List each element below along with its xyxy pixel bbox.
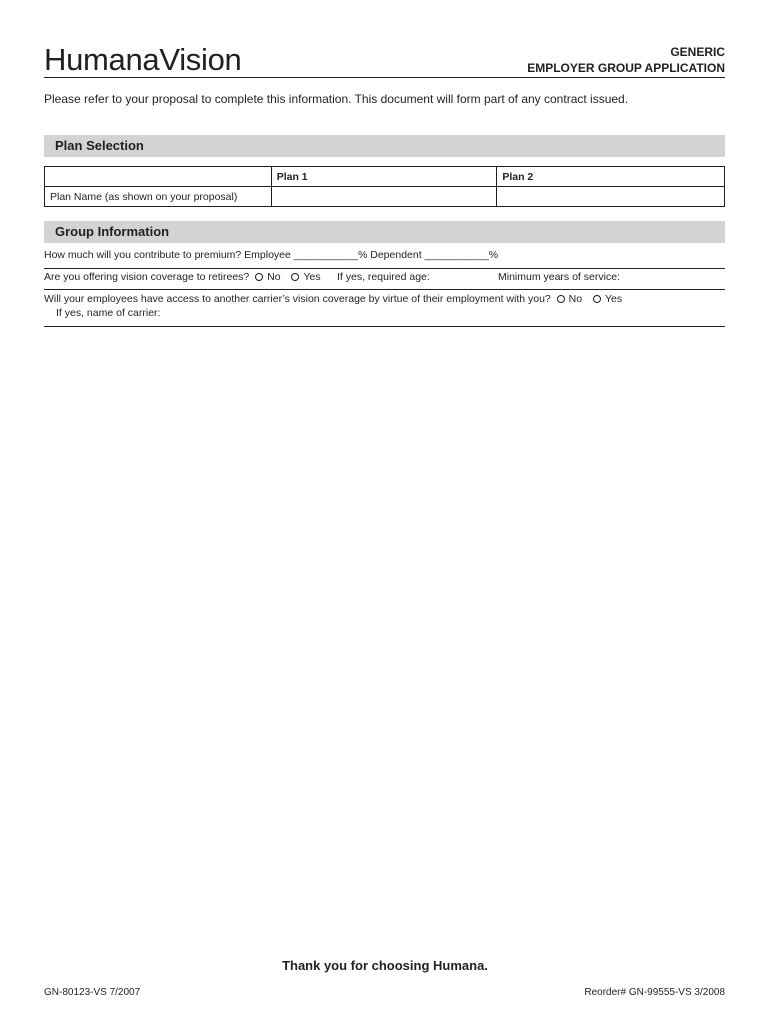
radio-circle-icon[interactable] <box>593 295 601 303</box>
retirees-yes-label: Yes <box>303 271 321 283</box>
other-carrier-no-option[interactable] <box>554 293 582 305</box>
radio-circle-icon[interactable] <box>557 295 565 303</box>
doc-type-line-2: EMPLOYER GROUP APPLICATION <box>527 61 725 75</box>
carrier-name-label[interactable]: If yes, name of carrier: <box>56 307 161 319</box>
retirees-row <box>44 271 725 290</box>
other-carrier-question: Will your employees have access to another carrier’s vision coverage by virtue of their employment with you? <box>44 293 551 305</box>
other-carrier-yes-option[interactable] <box>593 293 622 305</box>
retirees-no-option[interactable] <box>252 271 280 283</box>
required-age-label[interactable]: If yes, required age: <box>337 271 430 283</box>
radio-circle-icon[interactable] <box>255 273 263 281</box>
plan-header-blank <box>45 167 272 187</box>
radio-circle-icon[interactable] <box>291 273 299 281</box>
other-carrier-row <box>44 293 725 327</box>
thank-you-message: Thank you for choosing Humana. <box>282 958 488 973</box>
contribution-row <box>44 249 725 269</box>
retirees-question: Are you offering vision coverage to retirees? <box>44 271 250 283</box>
plan-selection-table <box>44 166 725 207</box>
plan-selection-heading: Plan Selection <box>44 135 725 157</box>
group-information-heading: Group Information <box>44 221 725 243</box>
plan-2-header: Plan 2 <box>497 167 725 187</box>
retirees-no-label: No <box>267 271 281 283</box>
form-code: GN-80123-VS 7/2007 <box>44 987 141 998</box>
plan-name-label: Plan Name (as shown on your proposal) <box>45 187 272 207</box>
document-type <box>527 44 725 76</box>
contribution-question[interactable]: How much will you contribute to premium? Employee ___________% Dependent ___________% <box>44 249 499 261</box>
plan-name-row <box>45 187 725 207</box>
min-service-label[interactable]: Minimum years of service: <box>498 271 620 283</box>
plan-2-name-field[interactable] <box>497 187 725 207</box>
retirees-yes-option[interactable] <box>291 271 320 283</box>
doc-type-line-1: GENERIC <box>670 45 725 59</box>
other-carrier-yes-label: Yes <box>604 293 623 305</box>
humana-vision-logo: HumanaVision <box>44 42 242 77</box>
other-carrier-no-label: No <box>568 293 583 305</box>
reorder-code: Reorder# GN-99555-VS 3/2008 <box>584 987 725 998</box>
intro-text: Please refer to your proposal to complete this information. This document will form part of any contract issued. <box>44 92 629 106</box>
plan-header-row <box>45 167 725 187</box>
header-divider <box>44 77 725 78</box>
plan-1-header: Plan 1 <box>271 167 497 187</box>
plan-1-name-field[interactable] <box>271 187 497 207</box>
